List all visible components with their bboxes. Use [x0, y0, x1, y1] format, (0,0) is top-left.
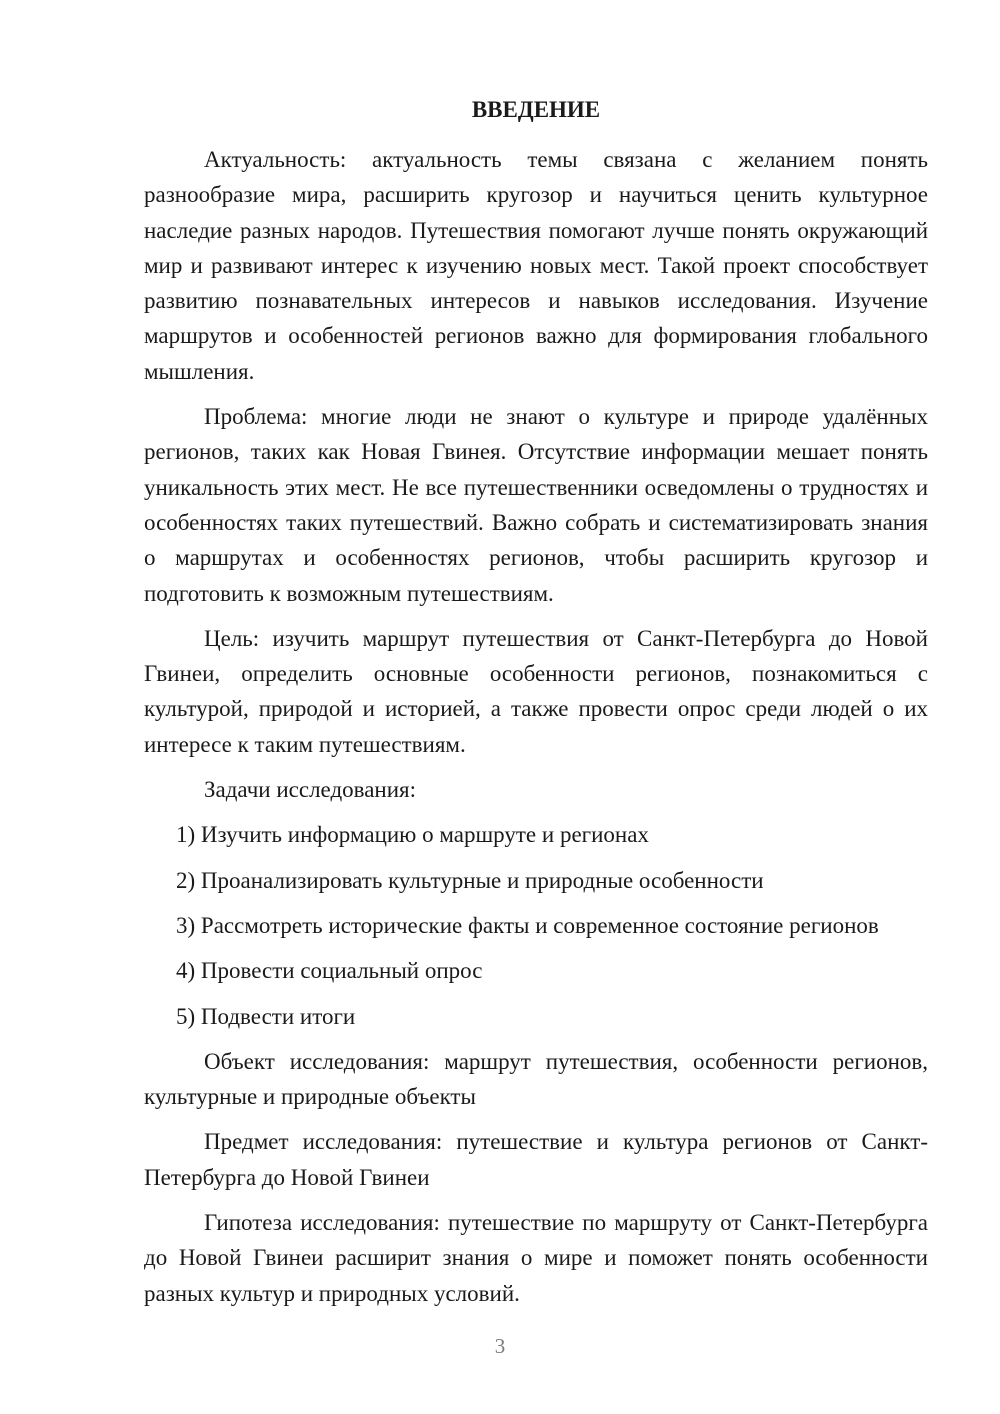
task-item: 3) Рассмотреть исторические факты и современное состояние регионов	[176, 912, 879, 938]
subject-paragraph: Предмет исследования: путешествие и культура регионов от Санкт-Петербурга до Новой Гвинеи	[144, 1129, 928, 1190]
hypothesis-paragraph: Гипотеза исследования: путешествие по маршруту от Санкт-Петербурга до Новой Гвинеи расширит знания о мире и поможет понять особенности разных культур и природных условий.	[144, 1210, 928, 1306]
task-item: 4) Провести социальный опрос	[176, 958, 483, 984]
task-item: 5) Подвести итоги	[176, 1003, 356, 1029]
task-item: 2) Проанализировать культурные и природные особенности	[176, 867, 764, 893]
relevance-paragraph: Актуальность: актуальность темы связана с желанием понять разнообразие мира, расширить кругозор и научиться ценить культурное наследие разных народов. Путешествия помогают лучше понять окружающий мир и развивают интерес к изучению новых мест. Такой проект способствует развитию познавательных интересов и навыков исследования. Изучение маршрутов и особенностей регионов важно для формирования глобального мышления.	[144, 147, 928, 384]
page-title: ВВЕДЕНИЕ	[471, 97, 601, 122]
task-list	[144, 817, 928, 1033]
tasks-heading: Задачи исследования:	[204, 777, 417, 803]
page-number: 3	[494, 1334, 506, 1358]
task-item: 1) Изучить информацию о маршруте и регионах	[176, 822, 649, 848]
document-page	[144, 92, 928, 1321]
object-paragraph: Объект исследования: маршрут путешествия, особенности регионов, культурные и природные объекты	[144, 1048, 928, 1110]
problem-paragraph: Проблема: многие люди не знают о культуре и природе удалённых регионов, таких как Новая Гвинея. Отсутствие информации мешает понять уникальность этих мест. Не все путешественники осведомлены о трудностях и особенностях таких путешествий. Важно собрать и систематизировать знания о маршрутах и особенностях регионов, чтобы расширить кругозор и подготовить к возможным путешествиям.	[144, 404, 928, 606]
goal-paragraph: Цель: изучить маршрут путешествия от Санкт-Петербурга до Новой Гвинеи, определить основные особенности регионов, познакомиться с культурой, природой и историей, а также провести опрос среди людей о их интересе к таким путешествиям.	[144, 625, 928, 757]
